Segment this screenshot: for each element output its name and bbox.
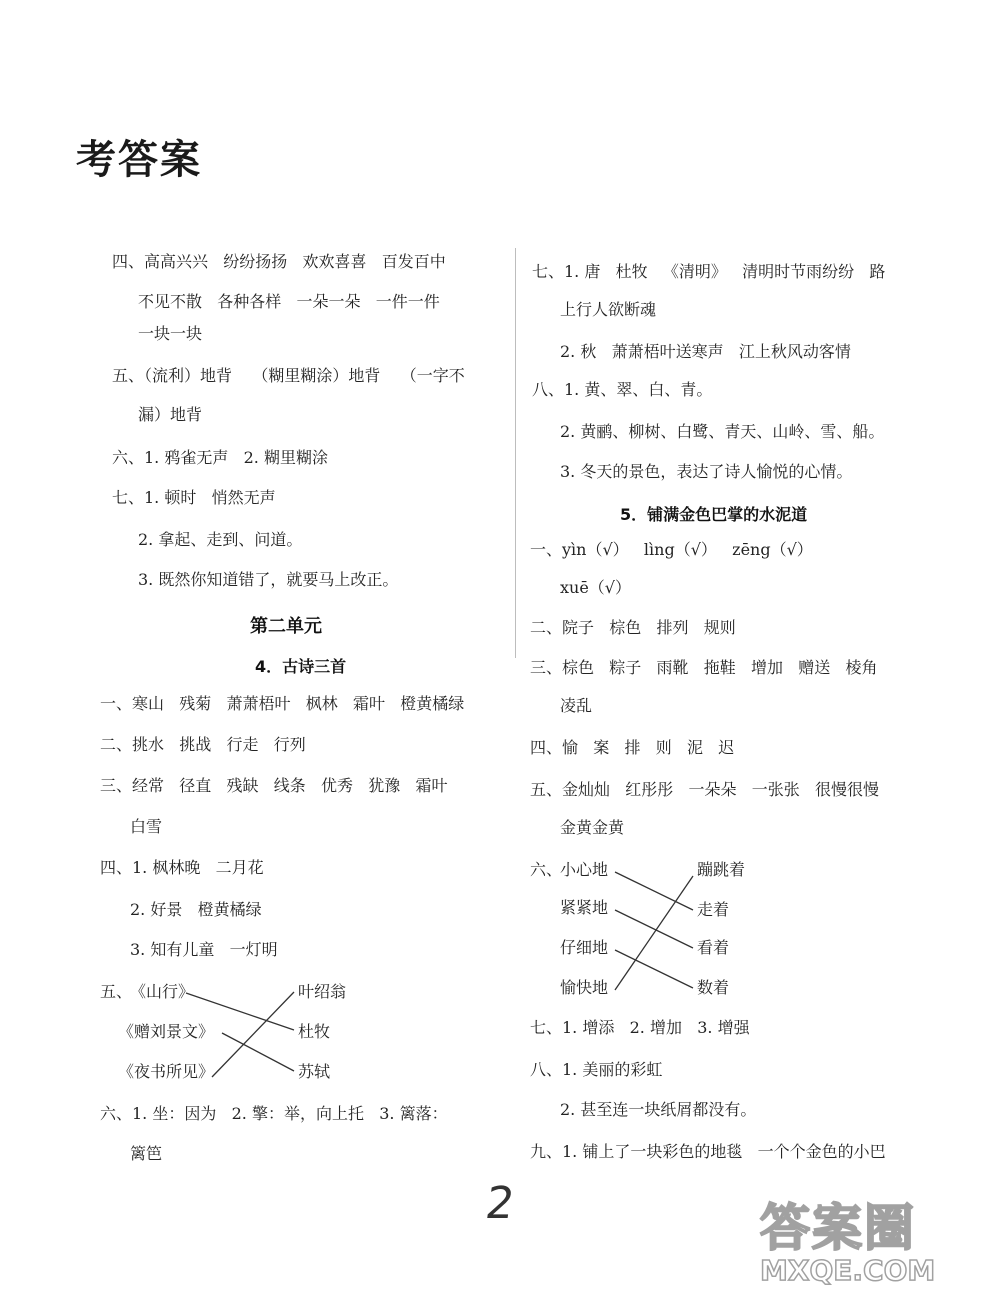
match-line [186, 993, 294, 1030]
l5-q3-line2: 凌乱 [560, 696, 593, 715]
match-line [615, 950, 693, 988]
q7-line2: 2. 拿起、走到、问道。 [138, 530, 303, 549]
q7-line3: 3. 既然你知道错了，就要马上改正。 [138, 570, 399, 589]
watermark-url: MXQE.COM [760, 1254, 936, 1287]
match-left-item: 《山行》 [130, 982, 195, 1001]
match-right-item: 杜牧 [298, 1022, 331, 1041]
l4-q6-line2: 篱笆 [130, 1144, 163, 1163]
r-q7-line2: 上行人欲断魂 [560, 300, 657, 319]
match-line [615, 910, 693, 948]
l5-q8-line2: 2. 甚至连一块纸屑都没有。 [560, 1100, 757, 1119]
match-right-item: 数着 [697, 978, 730, 997]
l5-q4-line: 四、愉 案 排 则 泥 迟 [530, 738, 735, 757]
match-left-item: 紧紧地 [560, 898, 609, 917]
match-line [222, 1033, 294, 1071]
match-right-item: 看着 [697, 938, 730, 957]
l4-q5-label: 五、 [100, 982, 133, 1001]
q4-line2: 不见不散 各种各样 一朵一朵 一件一件 [138, 292, 440, 311]
r-q7-line3: 2. 秋 萧萧梧叶送寒声 江上秋风动客情 [560, 342, 851, 361]
l4-q3-line1: 三、经常 径直 残缺 线条 优秀 犹豫 霜叶 [100, 776, 448, 795]
match-left-item: 仔细地 [560, 938, 609, 957]
l5-q1-line2: xuē（√） [560, 578, 631, 597]
match-right-item: 苏轼 [298, 1062, 331, 1081]
q4-line3: 一块一块 [138, 324, 203, 343]
q7-line1: 七、1. 顿时 悄然无声 [112, 488, 276, 507]
q4-line1: 四、高高兴兴 纷纷扬扬 欢欢喜喜 百发百中 [112, 252, 446, 271]
match-left-item: 《赠刘景文》 [118, 1022, 215, 1041]
match-right-item: 走着 [697, 900, 730, 919]
page-header-title: 考答案 [76, 136, 202, 183]
l4-q4-line3: 3. 知有儿童 一灯明 [130, 940, 278, 959]
l4-q2-line: 二、挑水 挑战 行走 行列 [100, 735, 306, 754]
l5-q5-line1: 五、金灿灿 红彤彤 一朵朵 一张张 很慢很慢 [530, 780, 880, 799]
q6-line: 六、1. 鸦雀无声 2. 糊里糊涂 [112, 448, 328, 467]
l4-q1-line: 一、寒山 残菊 萧萧梧叶 枫林 霜叶 橙黄橘绿 [100, 694, 465, 713]
l4-q4-line2: 2. 好景 橙黄橘绿 [130, 900, 262, 919]
match-left-item: 愉快地 [560, 978, 609, 997]
match-right-item: 叶绍翁 [298, 982, 347, 1001]
match-right-item: 蹦跳着 [697, 860, 746, 879]
r-q8-line2: 2. 黄鹂、柳树、白鹭、青天、山岭、雪、船。 [560, 422, 885, 441]
lesson5-heading: 5．铺满金色巴掌的水泥道 [620, 505, 808, 524]
match-line [615, 876, 693, 990]
unit-heading: 第二单元 [250, 616, 322, 637]
l5-q3-line1: 三、棕色 粽子 雨靴 拖鞋 增加 赠送 棱角 [530, 658, 878, 677]
site-watermark [760, 1188, 990, 1288]
l5-q6-label: 六、 [530, 860, 563, 879]
q5-line1: 五、（流利）地背 （糊里糊涂）地背 （一字不 [112, 366, 465, 385]
l4-q3-line2: 白雪 [130, 817, 163, 836]
r-q8-line1: 八、1. 黄、翠、白、青。 [532, 380, 713, 399]
r-q7-line1: 七、1. 唐 杜牧 《清明》 清明时节雨纷纷 路 [532, 262, 886, 281]
l5-q7-line: 七、1. 增添 2. 增加 3. 增强 [530, 1018, 750, 1037]
match-left-item: 小心地 [560, 860, 609, 879]
l5-q2-line: 二、院子 棕色 排列 规则 [530, 618, 736, 637]
l5-q1-line1: 一、yìn（√） lìng（√） zēng（√） [530, 540, 813, 559]
handwritten-page-number: 2 [482, 1178, 518, 1229]
match-left-item: 《夜书所见》 [118, 1062, 215, 1081]
l5-q5-line2: 金黄金黄 [560, 818, 625, 837]
l4-q6-line1: 六、1. 坐：因为 2. 擎：举，向上托 3. 篱落： [100, 1104, 448, 1123]
l4-q4-line1: 四、1. 枫林晚 二月花 [100, 858, 264, 877]
l5-q9-line: 九、1. 铺上了一块彩色的地毯 一个个金色的小巴 [530, 1142, 886, 1161]
l5-q8-line1: 八、1. 美丽的彩虹 [530, 1060, 663, 1079]
match-line [615, 872, 693, 910]
lesson4-heading: 4．古诗三首 [255, 657, 347, 676]
q5-line2: 漏）地背 [138, 405, 203, 424]
watermark-logo: 答案圈 [760, 1199, 916, 1257]
r-q8-line3: 3. 冬天的景色，表达了诗人愉悦的心情。 [560, 462, 853, 481]
